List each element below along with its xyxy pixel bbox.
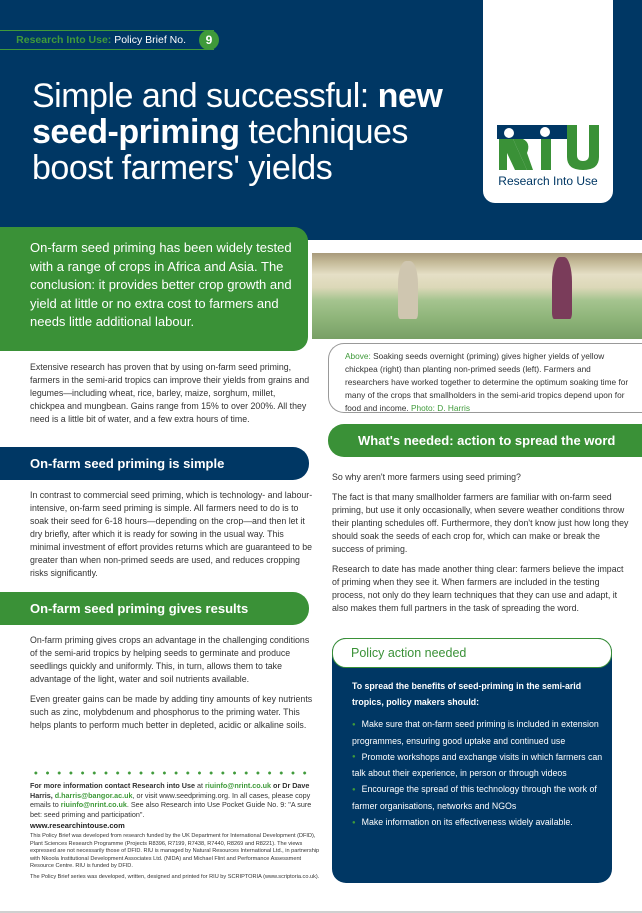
email-link-dharris[interactable]: d.harris@bangor.ac.uk: [54, 790, 133, 800]
contact-info: [30, 781, 320, 819]
disclaimer: This Policy Brief was developed from research funded by the UK Department for International Development (DFID), Plant Sciences Research Programme (Projects R8396, R7199, R7438, R7440, R8269 and R8221). The views expressed are not necessarily those of DFID. RIU is managed by Natural Resources International Ltd., in partnership with Nkoola Institutional Development Associates Ltd. (NIDA) and Michael Flint and Performance Assessment Resource Centre. RIU is funded by DFID.: [30, 833, 320, 870]
title-part: new: [377, 77, 443, 115]
riu-logo-icon: [497, 125, 599, 170]
intro-summary-box: On-farm seed priming has been widely tested with a range of crops in Africa and Asia. The conclusion: it provides better crop growth and yield at little or no extra cost to farmers and needs little additional labour.: [0, 227, 308, 351]
photo-caption: [328, 343, 642, 413]
page-title: [32, 78, 442, 186]
caption-lead: Above:: [345, 351, 371, 361]
policy-brief-bar: [0, 30, 214, 50]
title-part: techniques: [239, 113, 408, 151]
lead-paragraph: [30, 361, 310, 433]
section-whats-needed-body: [332, 471, 632, 622]
title-part: seed-priming: [32, 113, 240, 151]
paragraph: On-farm priming gives crops an advantage in the challenging conditions of the semi-arid tropics by helping seeds to germinate and produce seedlings quickly and uniformly. This, in turn, allows them to take advantage of the light, water and soil nutrients available.: [30, 635, 310, 684]
policy-list: [352, 716, 607, 831]
section-results-body: [30, 634, 314, 739]
brief-label: Policy Brief No.: [114, 34, 186, 46]
website-link[interactable]: www.researchintouse.com: [30, 821, 125, 830]
farmer-right-figure: [552, 257, 572, 319]
field-photo: [312, 253, 642, 339]
brief-number-badge: 9: [199, 30, 219, 50]
section-heading-whats-needed: What's needed: action to spread the word: [328, 424, 642, 457]
contact-person: Dr Dave Harris,: [30, 781, 310, 800]
paragraph: Even greater gains can be made by adding tiny amounts of key nutrients such as zinc, molybdenum and phosphorus to the priming water. This helps plants to perform much better in depleted, acidic or alkaline soils.: [30, 694, 313, 730]
paragraph: So why aren't more farmers using seed priming?: [332, 472, 521, 482]
email-link-riuinfo[interactable]: riuinfo@nrint.co.uk: [204, 781, 272, 790]
paragraph: In contrast to commercial seed priming, which is technology- and labour-intensive, on-farm seed priming is simple. All farmers need to do is to soak their seed for 6-18 hours—depending on the crop—and then let it dry briefly, after which it is ready for sowing in the usual way. This minimal investment of effort provides returns which are guaranteed to be greater than when non-primed seeds are used, and reduces cropping risks significantly.: [30, 490, 313, 578]
dotted-divider: [30, 771, 312, 775]
title-part: Simple and successful:: [32, 77, 378, 115]
text: at: [194, 781, 205, 790]
policy-heading: Policy action needed: [332, 638, 612, 668]
policy-item: ● Promote workshops and exchange visits in which farmers can talk about their experience, in person or through videos: [352, 749, 607, 782]
riu-logo-card: [483, 0, 613, 203]
section-heading-results: On-farm seed priming gives results: [0, 592, 309, 625]
policy-brief-label: [16, 34, 186, 46]
farmer-left-figure: [398, 261, 418, 319]
section-heading-simple: On-farm seed priming is simple: [0, 447, 309, 480]
logo-text: Research Into Use: [498, 174, 598, 188]
caption-text: Soaking seeds overnight (priming) gives higher yields of yellow chickpea (right) than planting non-primed seeds (left). Farmers and researchers have worked together to determine the optimum soaking time for many of the crops that smallholders in the semi-arid tropics depend upon for food and income.: [345, 351, 629, 413]
header-banner: [0, 0, 642, 240]
section-simple-body: [30, 489, 314, 587]
production-credits: The Policy Brief series was developed, written, designed and printed for RIU by SCRIPTORIA (www.scriptoria.co.uk).: [30, 874, 320, 880]
paragraph: Research to date has made another thing clear: farmers believe the impact of priming when they see it. When farmers are included in the testing process, not only do they learn techniques that they can use and adapt, it also makes them full partners in the task of spreading the word.: [332, 564, 624, 613]
email-link-riuinfo-copy[interactable]: riuinfo@nrint.co.uk: [60, 800, 127, 809]
policy-item: ● Encourage the spread of this technology through the work of farmer organisations, networks and NGOs: [352, 781, 607, 814]
contact-lead: For more information contact Research into Use: [30, 781, 195, 790]
title-part: boost farmers' yields: [32, 149, 333, 187]
paragraph: The fact is that many smallholder farmers are familiar with on-farm seed priming, but use it only occasionally, when severe weather conditions throw their planting schedules off. Furthermore, they don't know just how long they should soak the seeds of each crop for, which can make or break the success of priming.: [332, 492, 629, 554]
series-label: Research Into Use:: [16, 34, 112, 46]
paragraph: Extensive research has proven that by using on-farm seed priming, farmers in the semi-arid tropics can improve their yields from grains and legumes—including wheat, rice, barley, maize, sorghum, millet, chickpea and mungbean. Gains range from 15% to over 200%. All they need is a little bit of water, and a few extra hours of time.: [30, 362, 310, 424]
policy-action-box: [332, 638, 612, 883]
photo-credit: Photo: D. Harris: [410, 403, 470, 413]
policy-item: ● Make information on its effectiveness widely available.: [352, 814, 607, 831]
text: , or visit www.seedpriming.org. In all cases, please copy emails to: [30, 790, 311, 809]
text: or: [271, 781, 283, 790]
text: . See also Research into Use Pocket Guide No. 9: "A sure bet: seed priming and participation".: [30, 800, 312, 819]
policy-intro: To spread the benefits of seed-priming in the semi-arid tropics, policy makers should:: [352, 681, 582, 707]
policy-item: ● Make sure that on-farm seed priming is included in extension programmes, ensuring good uptake and continued use: [352, 716, 607, 749]
